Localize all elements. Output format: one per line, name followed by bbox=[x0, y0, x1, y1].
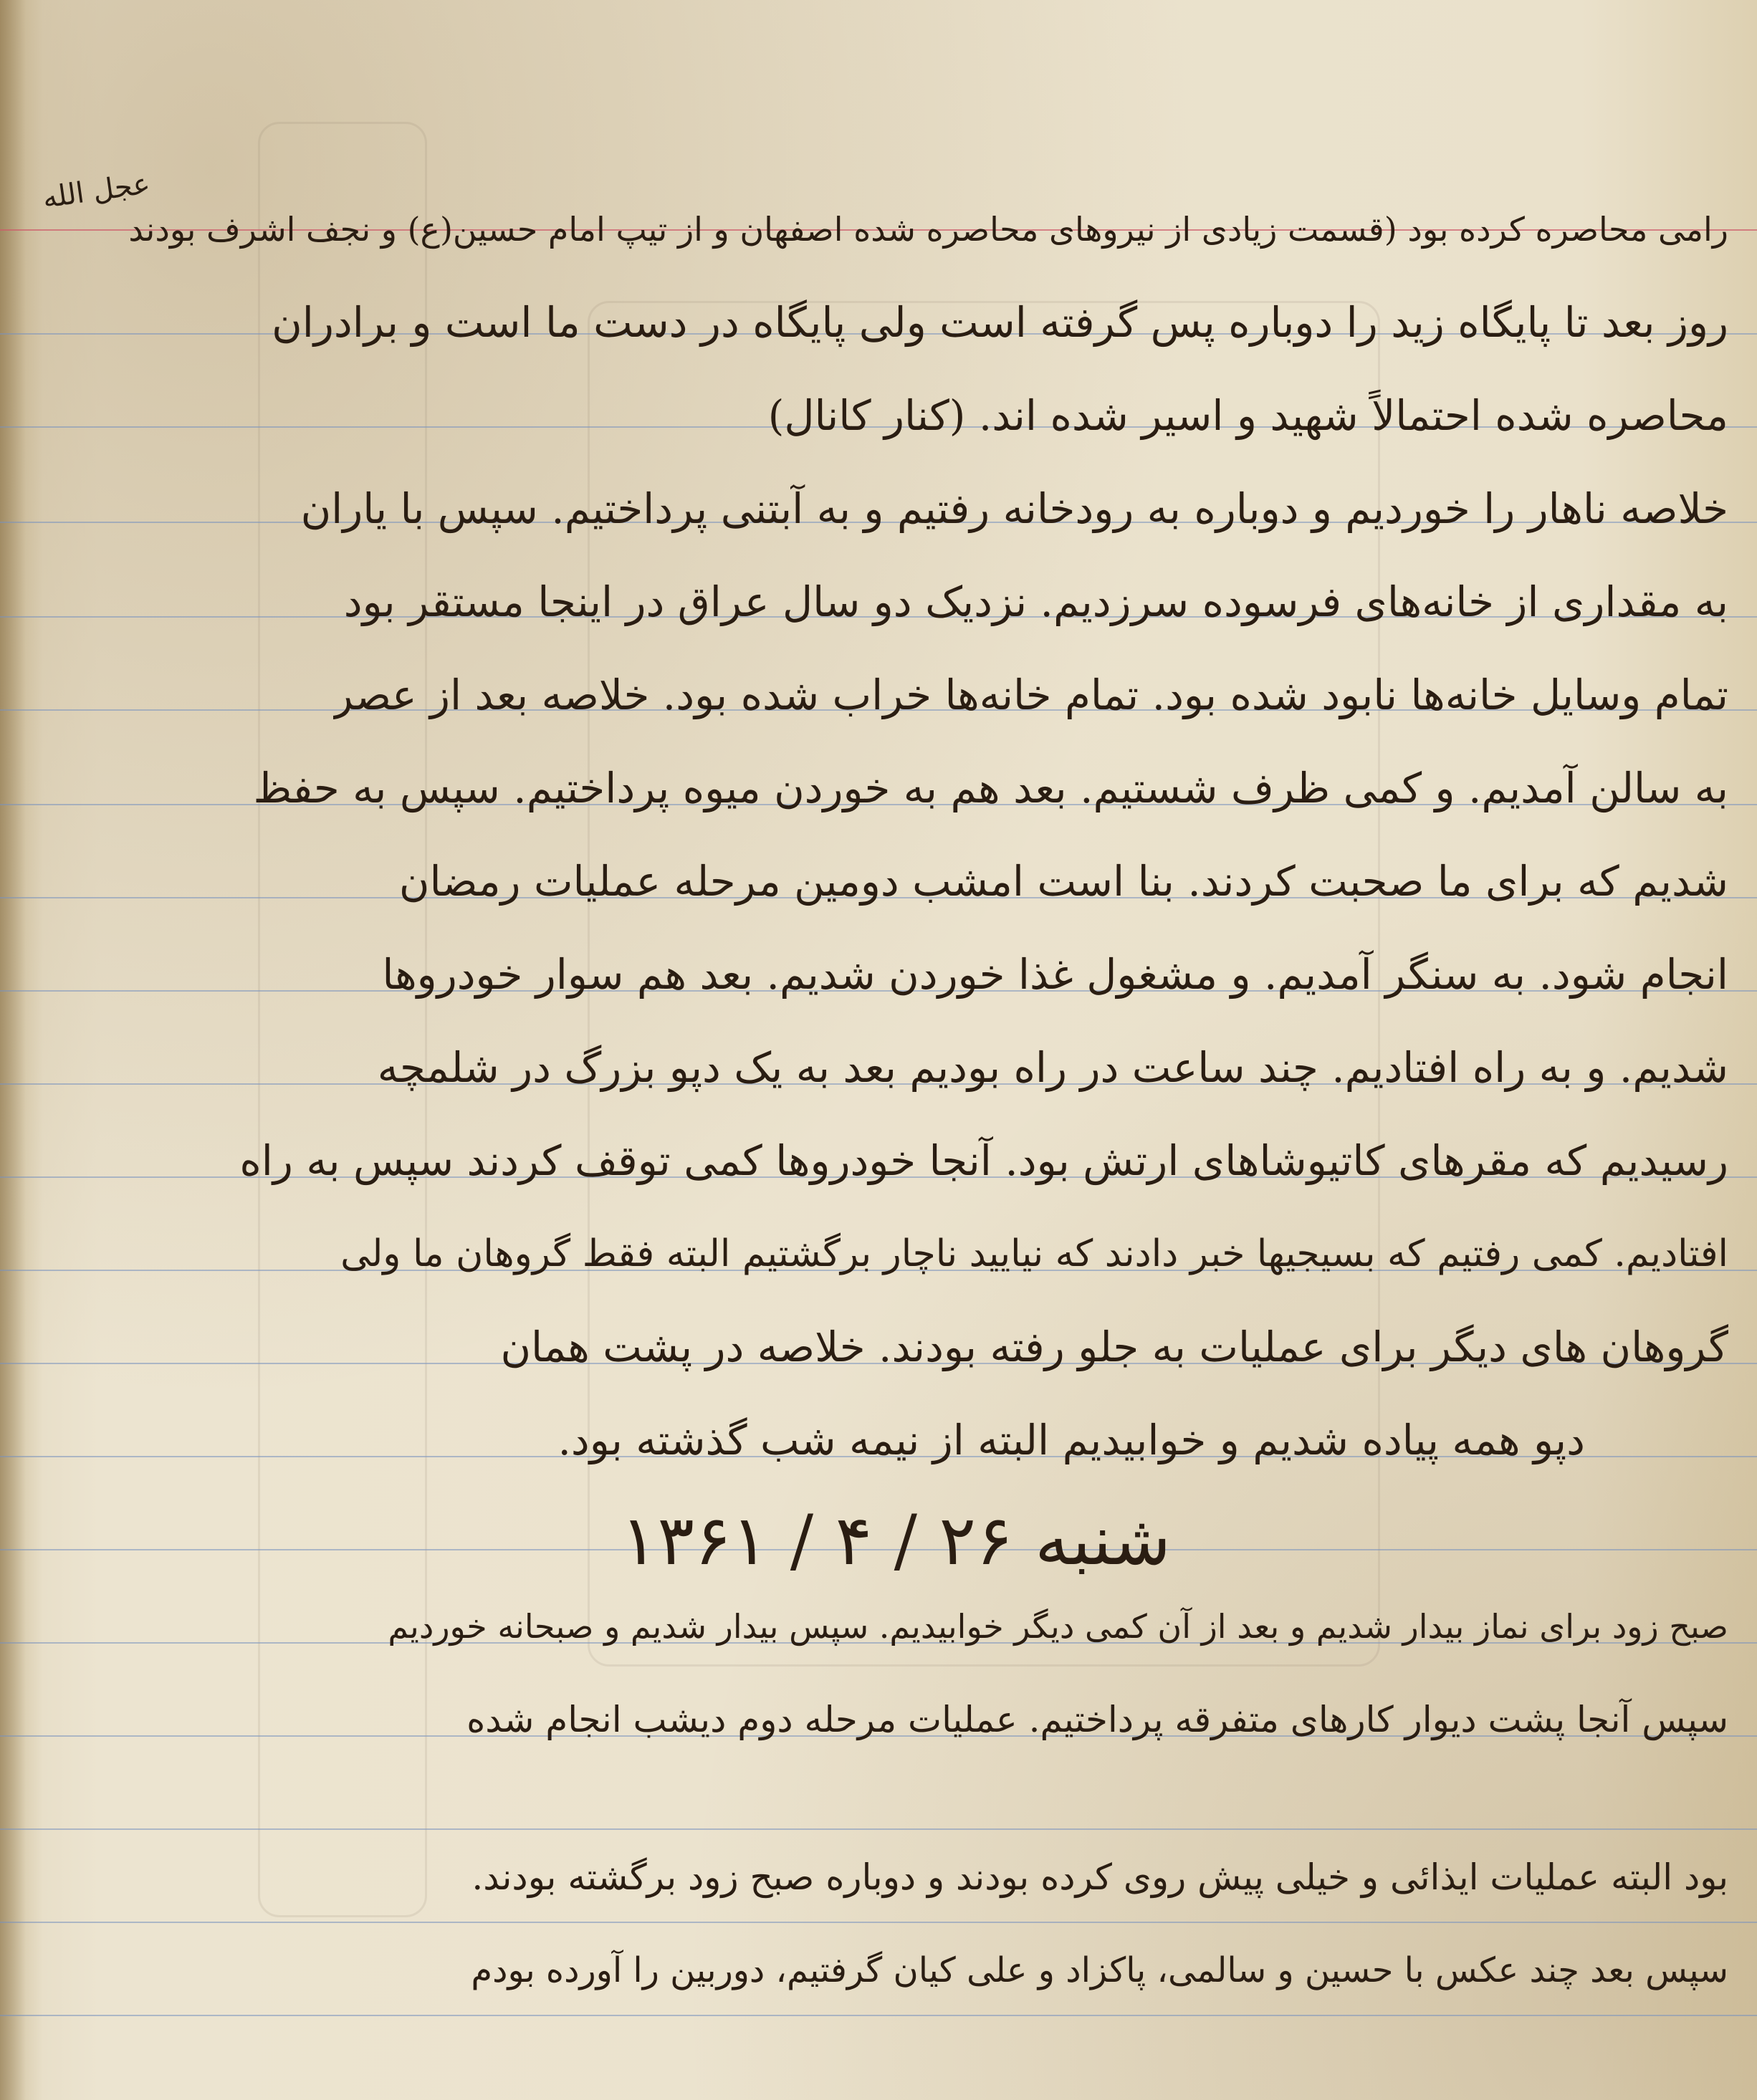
handwritten-line: خلاصه ناهار را خوردیم و دوباره به رودخانه رفتیم و به آبتنی پرداختیم. سپس با یاران bbox=[300, 484, 1728, 533]
margin-note: عجل الله bbox=[40, 167, 153, 215]
handwritten-line: به سالن آمدیم. و کمی ظرف شستیم. بعد هم به خوردن میوه پرداختیم. سپس به حفظ bbox=[253, 764, 1728, 812]
handwritten-line: بود البته عملیات ایذائی و خیلی پیش روی کرده بودند و دوباره صبح زود برگشته بودند. bbox=[471, 1856, 1728, 1898]
handwritten-line: روز بعد تا پایگاه زید را دوباره پس گرفته است ولی پایگاه در دست ما است و برادران bbox=[272, 298, 1728, 347]
handwritten-line: محاصره شده احتمالاً شهید و اسیر شده اند. (کنار کانال) bbox=[767, 391, 1728, 440]
handwritten-line: به مقداری از خانه‌های فرسوده سرزدیم. نزدیک دو سال عراق در اینجا مستقر بود bbox=[343, 577, 1728, 626]
page-edge-stain bbox=[0, 0, 26, 2100]
handwritten-line: شدیم که برای ما صحبت کردند. بنا است امشب دومین مرحله عملیات رمضان bbox=[398, 857, 1728, 906]
handwritten-line: انجام شود. به سنگر آمدیم. و مشغول غذا خوردن شدیم. بعد هم سوار خودروها bbox=[382, 950, 1728, 999]
handwritten-line: دپو همه پیاده شدیم و خوابیدیم البته از نیمه شب گذشته بود. bbox=[557, 1416, 1585, 1464]
handwritten-line: سپس بعد چند عکس با حسین و سالمی، پاکزاد و علی کیان گرفتیم، دوربین را آورده بودم bbox=[471, 1950, 1728, 1990]
handwritten-line: صبح زود برای نماز بیدار شدیم و بعد از آن کمی دیگر خوابیدیم. سپس بیدار شدیم و صبحانه خوردیم bbox=[388, 1607, 1728, 1646]
handwritten-line: گروهان های دیگر برای عملیات به جلو رفته بودند. خلاصه در پشت همان bbox=[500, 1323, 1728, 1371]
handwritten-line: رامی محاصره کرده بود (قسمت زیادی از نیروهای محاصره شده اصفهان و از تیپ امام حسین(ع) و نجف اشرف بودند bbox=[128, 210, 1728, 249]
handwritten-line: تمام وسایل خانه‌ها نابود شده بود. تمام خانه‌ها خراب شده بود. خلاصه بعد از عصر bbox=[332, 671, 1728, 719]
handwritten-line: سپس آنجا پشت دیوار کارهای متفرقه پرداختیم. عملیات مرحله دوم دیشب انجام شده bbox=[466, 1699, 1728, 1740]
ruled-line bbox=[0, 1922, 1757, 1923]
ruled-line bbox=[0, 1828, 1757, 1830]
date-heading: شنبه ۲۶ / ۴ / ۱۳۶۱ bbox=[620, 1500, 1172, 1581]
ruled-line bbox=[0, 2015, 1757, 2016]
handwritten-line: رسیدیم که مقرهای کاتیوشاهای ارتش بود. آنجا خودروها کمی توقف کردند سپس به راه bbox=[239, 1136, 1728, 1185]
handwritten-line: افتادیم. کمی رفتیم که بسیجیها خبر دادند که نیایید ناچار برگشتیم البته فقط گروهان ما ولی bbox=[340, 1232, 1728, 1275]
handwritten-line: شدیم. و به راه افتادیم. چند ساعت در راه بودیم بعد به یک دپو بزرگ در شلمچه bbox=[377, 1043, 1728, 1092]
